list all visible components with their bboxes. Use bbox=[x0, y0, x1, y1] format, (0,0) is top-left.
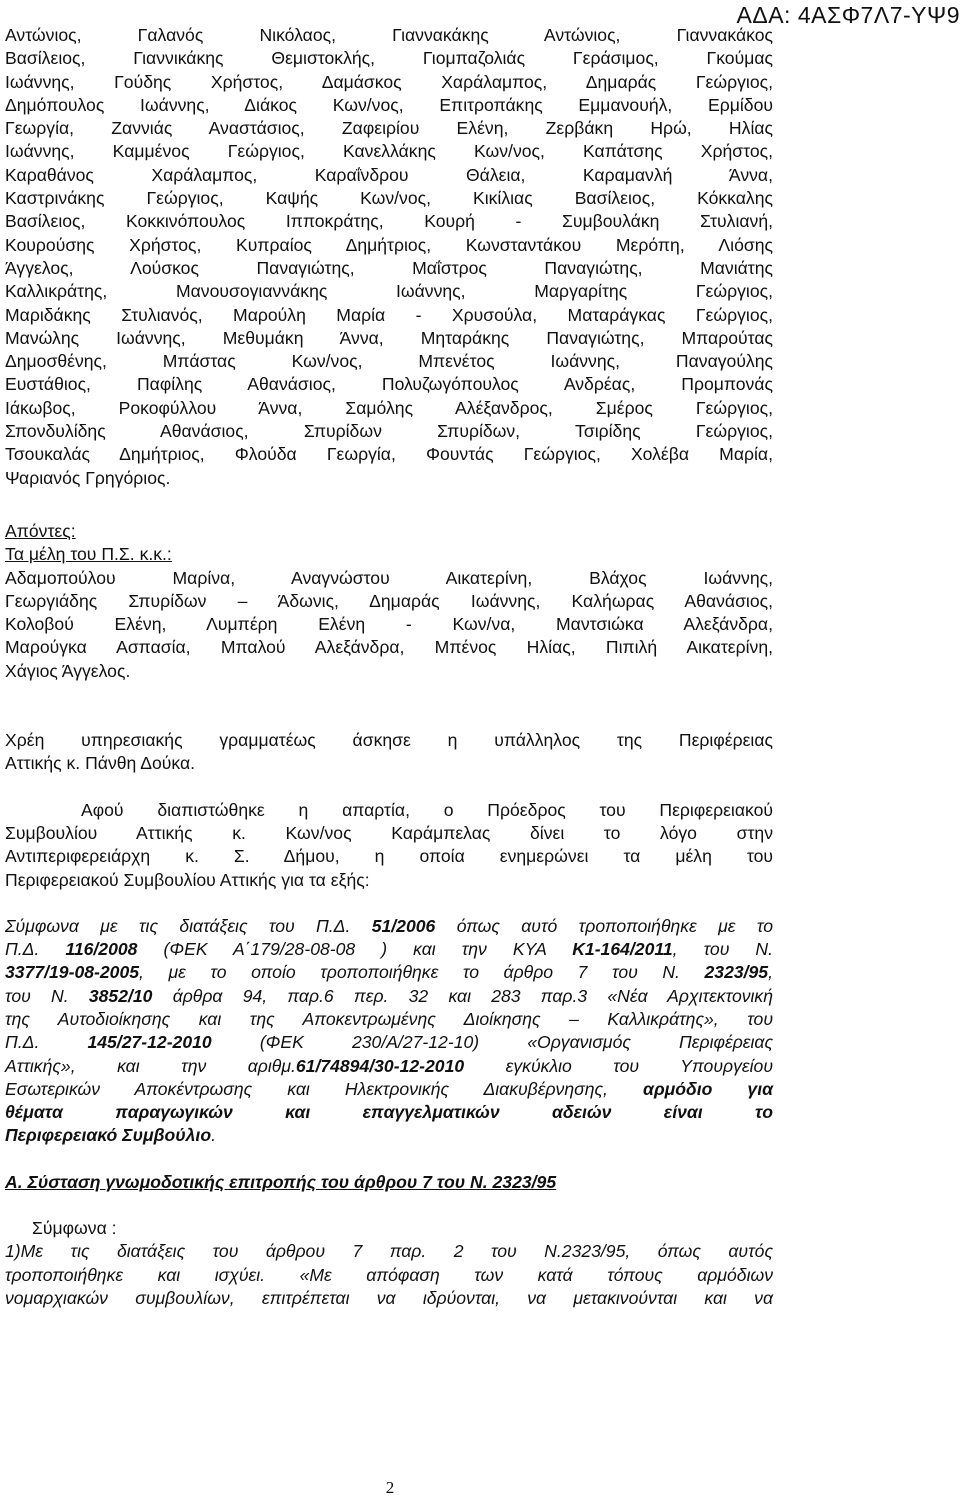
absent-line: Αδαμοπούλου Μαρίνα, Αναγνώστου Αικατερίνη, Βλάχος Ιωάννης, bbox=[5, 567, 773, 588]
present-line: Σπονδυλίδης Αθανάσιος, Σπυρίδων Σπυρίδων, Τσιρίδης Γεώργιος, bbox=[5, 421, 773, 442]
absent-line: Μαρούγκα Ασπασία, Μπαλού Αλεξάνδρα, Μπένος Ηλίας, Πιπιλή Αικατερίνη, bbox=[5, 637, 773, 658]
legal-line-4: του Ν. 3852/10 άρθρα 94, παρ.6 περ. 32 και 283 παρ.3 «Νέα Αρχιτεκτονική bbox=[5, 985, 773, 1006]
quorum-line: Αντιπεριφερειάρχη κ. Σ. Δήμου, η οποία ενημερώνει τα μέλη του bbox=[5, 846, 773, 867]
legal-line-2: Π.Δ. 116/2008 (ΦΕΚ Α΄179/28-08-08 ) και την ΚΥΑ Κ1-164/2011, του Ν. bbox=[5, 939, 773, 960]
page-number: 2 bbox=[385, 1478, 395, 1497]
absent-line: Χάγιος Άγγελος. bbox=[5, 660, 131, 681]
present-members-continued bbox=[5, 24, 773, 490]
legal-line-3: 3377/19-08-2005, με το οποίο τροποποιήθηκε το άρθρο 7 του Ν. 2323/95, bbox=[5, 962, 773, 983]
section-a-heading: Α. Σύσταση γνωμοδοτικής επιτροπής του άρθρου 7 του Ν. 2323/95 bbox=[5, 1171, 557, 1192]
absent-members bbox=[5, 567, 773, 683]
secretary-paragraph bbox=[5, 729, 773, 776]
quorum-line: Αφού διαπιστώθηκε η απαρτία, ο Πρόεδρος του Περιφερειακού bbox=[81, 799, 773, 820]
section-a-line: νομαρχιακών συμβουλίων, επιτρέπεται να ιδρύονται, να μετακινούνται και να bbox=[5, 1287, 773, 1308]
present-line: Άγγελος, Λούσκος Παναγιώτης, Μαΐστρος Παναγιώτης, Μανιάτης bbox=[5, 257, 773, 278]
present-line: Γεωργία, Ζαννιάς Αναστάσιος, Ζαφειρίου Ελένη, Ζερβάκη Ηρώ, Ηλίας bbox=[5, 118, 773, 139]
present-line: Αντώνιος, Γαλανός Νικόλαος, Γιαννακάκης Αντώνιος, Γιαννακάκος bbox=[5, 25, 773, 45]
present-line: Ιωάννης, Γούδης Χρήστος, Δαμάσκος Χαράλαμπος, Δημαράς Γεώργιος, bbox=[5, 71, 773, 92]
present-line: Βασίλειος, Γιαννικάκης Θεμιστοκλής, Γιομπαζολιάς Γεράσιμος, Γκούμας bbox=[5, 48, 773, 69]
absent-heading: Απόντες: bbox=[5, 520, 76, 541]
legal-basis-paragraph bbox=[5, 915, 773, 1148]
legal-line-1: Σύμφωνα με τις διατάξεις του Π.Δ. 51/2006 όπως αυτό τροποποιήθηκε με το bbox=[5, 915, 773, 936]
present-line: Ψαριανός Γρηγόριος. bbox=[5, 467, 171, 488]
present-line: Βασίλειος, Κοκκινόπουλος Ιπποκράτης, Κουρή - Συμβουλάκη Στυλιανή, bbox=[5, 211, 773, 232]
absent-line: Κολοβού Ελένη, Λυμπέρη Ελένη - Κων/να, Μαντσιώκα Αλεξάνδρα, bbox=[5, 614, 773, 635]
section-a-line: τροποποιήθηκε και ισχύει. «Με απόφαση των κατά τόπους αρμόδιων bbox=[5, 1264, 773, 1285]
present-line: Ιωάννης, Καμμένος Γεώργιος, Κανελλάκης Κων/νος, Καπάτσης Χρήστος, bbox=[5, 141, 773, 162]
present-line: Μαριδάκης Στυλιανός, Μαρούλη Μαρία - Χρυσούλα, Ματαράγκας Γεώργιος, bbox=[5, 304, 773, 325]
ada-code: ΑΔΑ: 4ΑΣΦ7Λ7-ΥΨ9 bbox=[736, 2, 960, 28]
quorum-paragraph bbox=[5, 799, 773, 892]
quorum-line: Περιφερειακού Συμβουλίου Αττικής για τα εξής: bbox=[5, 869, 370, 890]
present-line: Ιάκωβος, Ροκοφύλλου Άννα, Σαμόλης Αλέξανδρος, Σμέρος Γεώργιος, bbox=[5, 397, 773, 418]
secretary-line: Χρέη υπηρεσιακής γραμματέως άσκησε η υπάλληλος της Περιφέρειας bbox=[5, 730, 773, 751]
section-a-according: Σύμφωνα : bbox=[32, 1218, 117, 1239]
legal-line-8: Εσωτερικών Αποκέντρωσης και Ηλεκτρονικής Διακυβέρνησης, αρμόδιο για bbox=[5, 1078, 774, 1099]
section-a-line: 1)Με τις διατάξεις του άρθρου 7 παρ. 2 του Ν.2323/95, όπως αυτός bbox=[5, 1241, 773, 1262]
legal-line-6: Π.Δ. 145/27-12-2010 (ΦΕΚ 230/Α/27-12-10) «Οργανισμός Περιφέρειας bbox=[5, 1032, 774, 1053]
present-line: Μανώλης Ιωάννης, Μεθυμάκη Άννα, Μηταράκης Παναγιώτης, Μπαρούτας bbox=[5, 327, 773, 348]
absent-line: Γεωργιάδης Σπυρίδων – Άδωνις, Δημαράς Ιωάννης, Καλήωρας Αθανάσιος, bbox=[5, 590, 773, 611]
secretary-line: Αττικής κ. Πάνθη Δούκα. bbox=[5, 753, 196, 774]
present-line: Δημοσθένης, Μπάστας Κων/νος, Μπενέτος Ιωάννης, Παναγούλης bbox=[5, 351, 773, 372]
legal-line-5: της Αυτοδιοίκησης και της Αποκεντρωμένης Διοίκησης – Καλλικράτης», του bbox=[5, 1008, 773, 1029]
present-line: Κουρούσης Χρήστος, Κυπραίος Δημήτριος, Κωνσταντάκου Μερόπη, Λιόσης bbox=[5, 234, 773, 255]
present-line: Ευστάθιος, Παφίλης Αθανάσιος, Πολυζωγόπουλος Ανδρέας, Προμπονάς bbox=[5, 374, 773, 395]
present-line: Τσουκαλάς Δημήτριος, Φλούδα Γεωργία, Φουντάς Γεώργιος, Χολέβα Μαρία, bbox=[5, 444, 773, 465]
present-line: Καλλικράτης, Μανουσογιαννάκης Ιωάννης, Μαργαρίτης Γεώργιος, bbox=[5, 281, 773, 302]
section-a-paragraph bbox=[5, 1240, 773, 1310]
document-page bbox=[5, 24, 773, 1310]
legal-line-9: θέματα παραγωγικών και επαγγελματικών αδειών είναι το bbox=[5, 1102, 773, 1123]
legal-line-7: Αττικής», και την αριθμ.61/74894/30-12-2010 εγκύκλιο του Υπουργείου bbox=[5, 1055, 773, 1076]
present-line: Καστρινάκης Γεώργιος, Καψής Κων/νος, Κικίλιας Βασίλειος, Κόκκαλης bbox=[5, 188, 773, 209]
absent-subheading: Τα μέλη του Π.Σ. κ.κ.: bbox=[5, 544, 172, 565]
present-line: Καραθάνος Χαράλαμπος, Καραΐνδρου Θάλεια, Καραμανλή Άννα, bbox=[5, 164, 773, 185]
present-line: Δημόπουλος Ιωάννης, Διάκος Κων/νος, Επιτροπάκης Εμμανουήλ, Ερμίδου bbox=[5, 94, 773, 115]
quorum-line: Συμβουλίου Αττικής κ. Κων/νος Καράμπελας δίνει το λόγο στην bbox=[5, 822, 773, 843]
legal-line-10: Περιφερειακό Συμβούλιο. bbox=[5, 1125, 216, 1146]
